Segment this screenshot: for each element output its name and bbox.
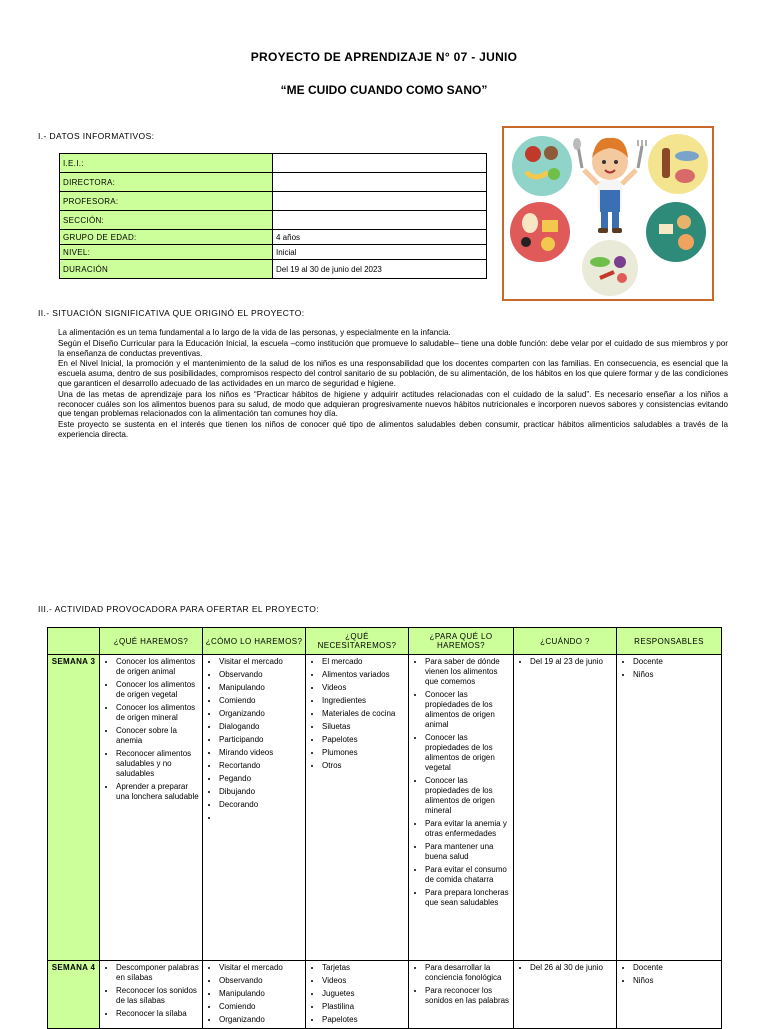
bullet-list	[516, 963, 614, 973]
list-item: • Para reconocer los sonidos en las palabras	[425, 986, 511, 1006]
field-label: GRUPO DE EDAD:	[60, 230, 273, 245]
field-value: 4 años	[273, 230, 487, 245]
list-item: • Para prepara loncheras que sean saludables	[425, 888, 511, 908]
field-label: I.E.I.:	[60, 154, 273, 173]
list-item: • Para evitar la anemia y otras enfermedades	[425, 819, 511, 839]
list-item: • Visitar el mercado	[219, 657, 303, 667]
paragraph: Una de las metas de aprendizaje para los niños es “Practicar hábitos de higiene y adquirir actitudes relacionadas con el cuidado de la salud”. Es necesario enseñar a los niños a reconocer cuáles son los alimentos buenos para su salud, de modo que adquieran progresivamente nuevos hábitos nutricionales e incorporen nuevos sabores y consistencias evitando que tengan problemas relacionados con la alimentación tan comunes hoy día.	[58, 389, 728, 419]
section-situation-heading: II.- SITUACIÓN SIGNIFICATIVA QUE ORIGINÓ EL PROYECTO:	[38, 308, 305, 318]
cell-para-que	[409, 655, 514, 961]
list-item: • Conocer los alimentos de origen mineral	[116, 703, 200, 723]
field-label: DIRECTORA:	[60, 173, 273, 192]
healthy-food-plates-illustration	[502, 126, 714, 301]
list-item: • Materiales de cocina	[322, 709, 406, 719]
list-item: • Reconocer alimentos saludables y no saludables	[116, 749, 200, 779]
list-item: • Tarjetas	[322, 963, 406, 973]
cell-responsables	[617, 961, 722, 1029]
list-item: • Otros	[322, 761, 406, 771]
list-item: • Conocer las propiedades de los alimentos de origen mineral	[425, 776, 511, 816]
field-label: DURACIÓN	[60, 260, 273, 279]
list-item: • Decorando	[219, 800, 303, 810]
list-item: • Siluetas	[322, 722, 406, 732]
list-item: • Reconocer la sílaba	[116, 1009, 200, 1019]
list-item: • Participando	[219, 735, 303, 745]
list-item: • Para mantener una buena salud	[425, 842, 511, 862]
list-item: • El mercado	[322, 657, 406, 667]
cell-cuando	[514, 655, 617, 961]
list-item: • Comiendo	[219, 1002, 303, 1012]
list-item: • Plumones	[322, 748, 406, 758]
bullet-list	[308, 963, 406, 1025]
list-item: • Videos	[322, 976, 406, 986]
list-item: • Plastilina	[322, 1002, 406, 1012]
section-informative-heading: I.- DATOS INFORMATIVOS:	[38, 131, 155, 141]
list-item: • Recortando	[219, 761, 303, 771]
list-item: • Visitar el mercado	[219, 963, 303, 973]
table-row	[48, 655, 722, 961]
cell-responsables	[617, 655, 722, 961]
section-activity-heading: III.- ACTIVIDAD PROVOCADORA PARA OFERTAR EL PROYECTO:	[38, 604, 319, 614]
informative-data-table	[59, 153, 487, 279]
list-item: • Para desarrollar la conciencia fonológica	[425, 963, 511, 983]
field-label: SECCIÓN:	[60, 211, 273, 230]
list-item: • Dibujando	[219, 787, 303, 797]
list-item: • Observando	[219, 976, 303, 986]
table-row	[60, 245, 487, 260]
list-item: • Videos	[322, 683, 406, 693]
list-item: • Conocer los alimentos de origen animal	[116, 657, 200, 677]
list-item: • Ingredientes	[322, 696, 406, 706]
paragraph: La alimentación es un tema fundamental a lo largo de la vida de las personas, y especialmente en la infancia.	[58, 328, 451, 337]
week-cell: SEMANA 4	[48, 961, 100, 1029]
cell-para-que	[409, 961, 514, 1029]
field-value	[273, 154, 487, 173]
bullet-list	[619, 657, 719, 680]
list-item: • Organizando	[219, 1015, 303, 1025]
list-item: • Papelotes	[322, 1015, 406, 1025]
cell-como	[203, 961, 306, 1029]
activity-table	[47, 627, 722, 1029]
food-illustration-icon	[504, 128, 712, 299]
bullet-list	[516, 657, 614, 667]
list-item: • Niños	[633, 670, 719, 680]
list-item: • Niños	[633, 976, 719, 986]
list-item: • Conocer las propiedades de los alimentos de origen animal	[425, 690, 511, 730]
field-value	[273, 192, 487, 211]
list-item: • Conocer los alimentos de origen vegetal	[116, 680, 200, 700]
field-value: Inicial	[273, 245, 487, 260]
column-header: ¿QUÉ HAREMOS?	[100, 628, 203, 655]
list-item: • Para evitar el consumo de comida chatarra	[425, 865, 511, 885]
list-item: • Docente	[633, 657, 719, 667]
table-row	[60, 230, 487, 245]
column-header: ¿CUÁNDO ?	[514, 628, 617, 655]
column-header: RESPONSABLES	[617, 628, 722, 655]
column-header: ¿CÓMO LO HAREMOS?	[203, 628, 306, 655]
column-header	[48, 628, 100, 655]
list-item: • Del 19 al 23 de junio	[530, 657, 614, 667]
bullet-list	[411, 657, 511, 908]
list-item: • Conocer las propiedades de los alimentos de origen vegetal	[425, 733, 511, 773]
bullet-list	[102, 657, 200, 802]
field-label: PROFESORA:	[60, 192, 273, 211]
cell-que	[100, 961, 203, 1029]
list-item: • Manipulando	[219, 989, 303, 999]
list-item: • Aprender a preparar una lonchera saludable	[116, 782, 200, 802]
paragraph: Según el Diseño Curricular para la Educación Inicial, la escuela –como institución que promueve lo saludable– tiene una doble función: debe velar por el cuidado de sus miembros y por la enseñanza de conductas preventivas.	[58, 338, 728, 358]
cell-necesitaremos	[306, 655, 409, 961]
list-item: • Reconocer los sonidos de las sílabas	[116, 986, 200, 1006]
list-item: • Juguetes	[322, 989, 406, 999]
project-title: PROYECTO DE APRENDIZAJE N° 07 - JUNIO	[250, 50, 518, 64]
list-item: • Para saber de dónde vienen los alimentos que comemos	[425, 657, 511, 687]
table-row	[60, 173, 487, 192]
field-value: Del 19 al 30 de junio del 2023	[273, 260, 487, 279]
week-cell: SEMANA 3	[48, 655, 100, 961]
list-item: • Mirando videos	[219, 748, 303, 758]
list-item: • Manipulando	[219, 683, 303, 693]
list-item: • Conocer sobre la anemia	[116, 726, 200, 746]
bullet-list	[411, 963, 511, 1006]
paragraph: En el Nivel Inicial, la promoción y el mantenimiento de la salud de los niños es una responsabilidad que los docentes comparten con las familias. En consecuencia, es esencial que la escuela asuma, dentro de sus posibilidades, compromisos respecto del control sanitario de su población, de su alimentación, de los hábitos en los que quiere formar y de las condiciones que garanticen el desarrollo adecuado de las actividades en un marco de seguridad e higiene.	[58, 359, 728, 388]
list-item: • Dialogando	[219, 722, 303, 732]
list-item	[219, 813, 303, 823]
column-header: ¿PARA QUÉ LO HAREMOS?	[409, 628, 514, 655]
bullet-list	[102, 963, 200, 1019]
table-header-row	[48, 628, 722, 655]
cell-necesitaremos	[306, 961, 409, 1029]
list-item: • Descomponer palabras en sílabas	[116, 963, 200, 983]
cell-como	[203, 655, 306, 961]
column-header: ¿QUÉ NECESITAREMOS?	[306, 628, 409, 655]
list-item: • Docente	[633, 963, 719, 973]
field-label: NIVEL:	[60, 245, 273, 260]
table-row	[48, 961, 722, 1029]
table-row	[60, 260, 487, 279]
cell-cuando	[514, 961, 617, 1029]
bullet-list	[308, 657, 406, 771]
project-subtitle: “ME CUIDO CUANDO COMO SANO”	[280, 83, 488, 97]
list-item: • Papelotes	[322, 735, 406, 745]
table-row	[60, 211, 487, 230]
list-item: • Alimentos variados	[322, 670, 406, 680]
list-item: • Pegando	[219, 774, 303, 784]
table-row	[60, 154, 487, 173]
bullet-list	[205, 963, 303, 1025]
list-item: • Del 26 al 30 de junio	[530, 963, 614, 973]
activity-table-body	[48, 655, 722, 1029]
bullet-list	[619, 963, 719, 986]
field-value	[273, 173, 487, 192]
situation-text	[58, 328, 728, 441]
list-item: • Organizando	[219, 709, 303, 719]
field-value	[273, 211, 487, 230]
bullet-list	[205, 657, 303, 823]
list-item: • Comiendo	[219, 696, 303, 706]
cell-que	[100, 655, 203, 961]
table-row	[60, 192, 487, 211]
paragraph: Este proyecto se sustenta en el interés que tienen los niños de conocer qué tipo de alimentos saludables deben consumir, practicar hábitos alimenticios saludables a través de la experiencia directa.	[58, 420, 728, 439]
list-item: • Observando	[219, 670, 303, 680]
